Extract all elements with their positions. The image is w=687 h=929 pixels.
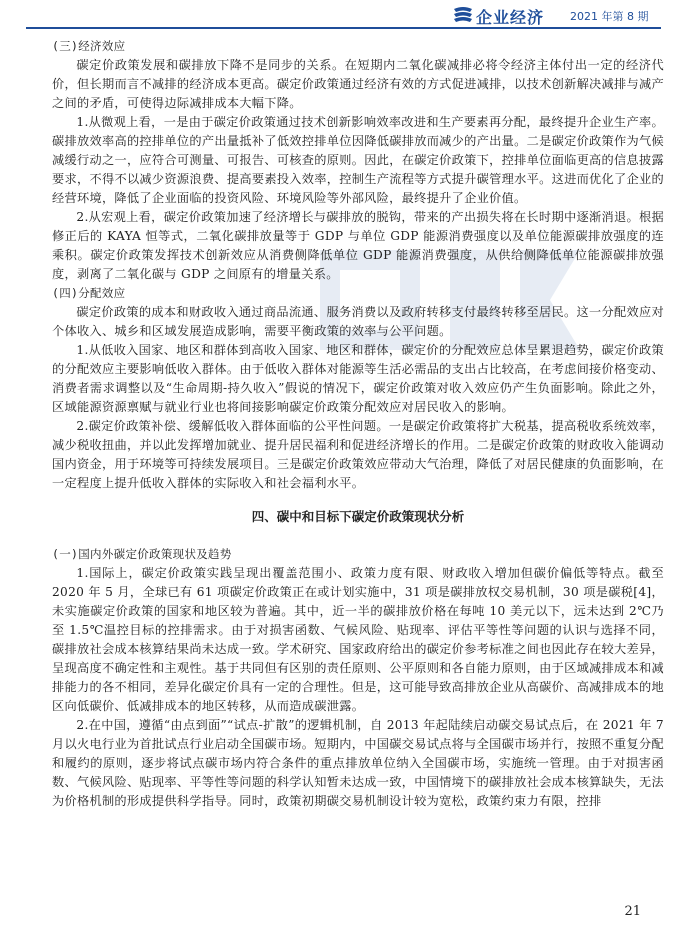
page-header xyxy=(0,0,687,30)
paragraph: 1.从低收入国家、地区和群体到高收入国家、地区和群体，碳定价的分配效应总体呈累退趋势，碳定价政策的分配效应主要影响低收入群体。由于低收入群体对能源等生活必需品的支出占比较高，在考虑间接价格变动、消费者需求调整以及“生命周期-持久收入”假说的情况下，碳定价政策对收入效应仍产生负面影响。除此之外，区域能源资源禀赋与就业行业也将间接影响碳定价政策分配效应对居民收入的影响。 xyxy=(52,343,664,414)
subsection-heading-economic: (三)经济效应 xyxy=(52,39,126,53)
paragraph: 2.在中国，遵循“由点到面”“试点-扩散”的逻辑机制，自 2013 年起陆续启动碳交易试点后，在 2021 年 7 月以火电行业为首批试点行业启动全国碳市场。短期内，中国碳交易试点将与全国碳市场并行，按照不重复分配和履约的原则，逐步将试点碳市场内符合条件的重点排放单位纳入全国碳市场，实施统一管理。由于对损害函数、气候风险、贴现率、平等性等问题的科学认知暂未达成一致，中国情境下的碳排放社会成本核算缺失，无法为价格机制的形成提供科学指导。同时，政策初期碳交易机制设计较为宽松，政策约束力有限，控排 xyxy=(52,718,664,808)
paragraph: 2.碳定价政策补偿、缓解低收入群体面临的公平性问题。一是碳定价政策将扩大税基，提高税收系统效率，减少税收扭曲，并以此发挥增加就业、提升居民福利和促进经济增长的作用。二是碳定价政策的财政收入能调动国内资金，用于环境等可持续发展项目。三是碳定价政策效应带动大气治理，降低了对居民健康的负面影响，在一定程度上提升低收入群体的实际收入和社会福利水平。 xyxy=(52,419,664,490)
subsection-heading-status: (一)国内外碳定价政策现状及趋势 xyxy=(52,547,232,561)
paragraph: 碳定价政策的成本和财政收入通过商品流通、服务消费以及政府转移支付最终转移至居民。这一分配效应对个体收入、城乡和区域发展造成影响，需要平衡政策的效率与公平问题。 xyxy=(52,305,664,338)
journal-logo-icon xyxy=(452,6,474,24)
journal-title: 企业经济 xyxy=(476,8,545,27)
subsection-heading-distribution: (四)分配效应 xyxy=(52,286,126,300)
page-number: 21 xyxy=(624,904,641,919)
paragraph: 1.从微观上看，一是由于碳定价政策通过技术创新影响效率改进和生产要素再分配，最终提升企业生产率。碳排放效率高的控排单位的产出量抵补了低效控排单位因降低碳排放而减少的产出量。二是碳定价政策作为气候减缓行动之一，应符合可测量、可报告、可核查的原则。因此，在碳定价政策下，控排单位面临更高的信息披露要求，不得不以减少资源浪费、提高要素投入效率，控制生产流程等方式提升碳管理水平。这进而优化了企业的经营环境，降低了企业面临的投资风险、环境风险等外部风险，最终提升了企业价值。 xyxy=(52,115,664,205)
issue-label: 2021 年第 8 期 xyxy=(570,10,649,23)
paragraph: 1.国际上，碳定价政策实践呈现出覆盖范围小、政策力度有限、财政收入增加但碳价偏低等特点。截至 2020 年 5 月，全球已有 61 项碳定价政策正在或计划实施中，31 项是碳排放权交易机制，30 项是碳税[4]，未实施碳定价政策的国家和地区较为普遍。其中，近一半的碳排放价格在每吨 10 美元以下，远未达到 2℃乃至 1.5℃温控目标的控排需求。由于对损害函数、气候风险、贴现率、评估平等性等问题的认识与选择不同，碳排放社会成本核算结果尚未达成一致。学术研究、国家政府给出的碳定价参考标准之间也因此存在较大差异，呈现高度不确定性和主观性。基于共同但有区别的责任原则、公平原则和各自能力原则，由于区域减排成本和减排能力的各不相同，差异化碳定价具有一定的合理性。但是，这可能导致高排放企业从高碳价、高减排成本的地区向低碳价、低减排成本的地区转移，从而造成碳泄露。 xyxy=(52,566,664,713)
article-body xyxy=(52,37,664,811)
paragraph: 2.从宏观上看，碳定价政策加速了经济增长与碳排放的脱钩，带来的产出损失将在长时期中逐渐消退。根据修正后的 KAYA 恒等式，二氧化碳排放量等于 GDP 与单位 GDP 能源消费强度以及单位能源碳排放强度的连乘积。碳定价政策发挥技术创新效应从消费侧降低单位 GDP 能源消费强度，从供给侧降低单位能源碳排放强度，剥离了二氧化碳与 GDP 之间原有的增量关系。 xyxy=(52,210,664,281)
paragraph: 碳定价政策发展和碳排放下降不是同步的关系。在短期内二氧化碳减排必将令经济主体付出一定的经济代价，但长期而言不减排的经济成本更高。碳定价政策通过经济有效的方式促进减排，以技术创新解决减排与减产之间的矛盾，可使得边际减排成本大幅下降。 xyxy=(52,58,664,110)
header-rule xyxy=(26,27,661,29)
section-heading: 四、碳中和目标下碳定价政策现状分析 xyxy=(251,509,465,524)
